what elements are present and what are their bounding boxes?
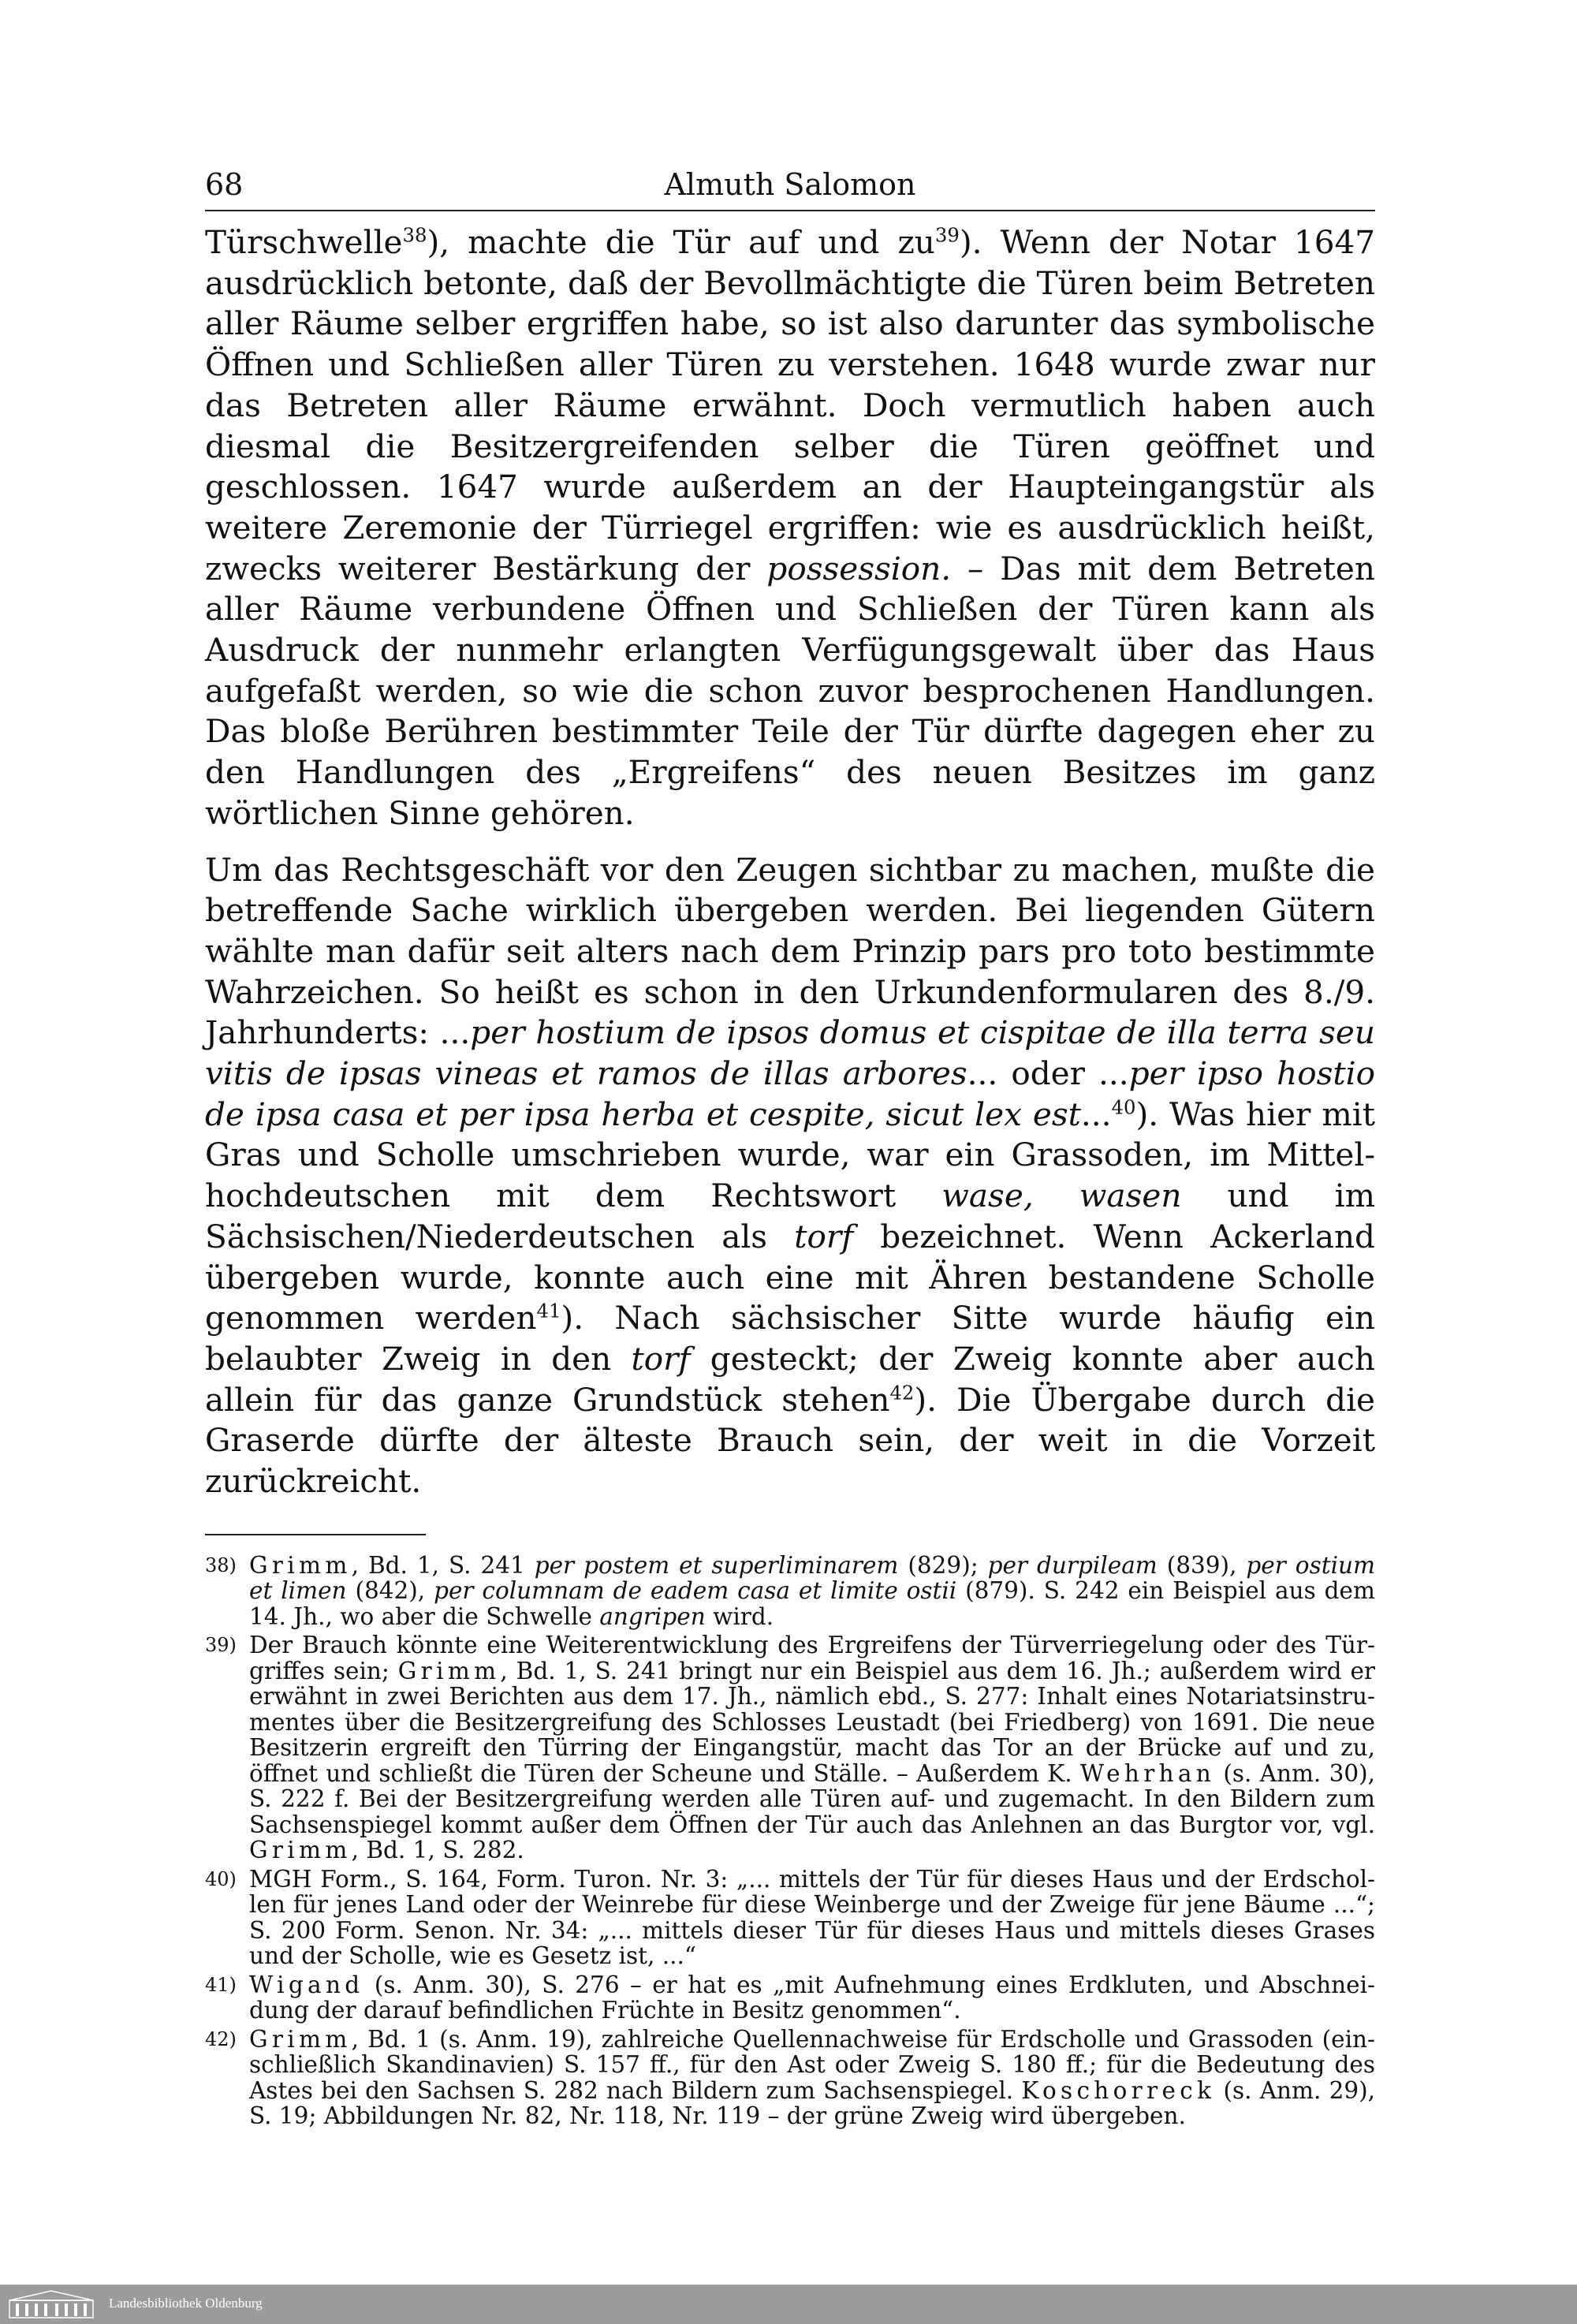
text-run: und im Sächsischen/Niederdeutschen als (205, 1177, 1375, 1255)
library-building-icon (8, 2289, 95, 2319)
running-head (205, 158, 1375, 211)
text-run: gesteckt; der Zweig konnte aber auch allein für das ganze Grundstück stehen (205, 1339, 1375, 1419)
author-name: Grimm (397, 1657, 501, 1684)
footnote (205, 1972, 1375, 2024)
text-run: (s. Anm. 30), S. 276 – er hat es „mit Aufnehmung eines Erdkluten, und Abschneidung der darauf befindlichen Früchte in Besitz genommen“. (249, 1971, 1375, 2024)
text-run: ). Nach sächsischer Sitte wurde häufig ein belaubter Zweig in den (205, 1299, 1375, 1378)
italic-run: wase, wasen (941, 1177, 1182, 1215)
italic-run: per postem et superliminarem (534, 1551, 899, 1579)
text-run: ). Wenn der Notar 1647 ausdrücklich betonte, daß der Bevollmächtigte die Türen beim Betreten aller Räume selber ergriffen habe, so ist also darunter das symbolische Öffnen und Schließen aller Türen zu verstehen. 1648 wurde zwar nur das Betreten aller Räume erwähnt. Doch vermutlich haben auch diesmal die Besitzergreifenden selber die Türen geöffnet und geschlossen. 1647 wurde außerdem an der Haupteingangstür als weitere Zeremonie der Türriegel ergriffen: wie es ausdrücklich heißt, zwecks weiterer Bestärkung der (205, 223, 1375, 588)
text-run: (842), (346, 1577, 434, 1605)
text-run: Um das Rechtsgeschäft vor den Zeugen sichtbar zu machen, mußte die betreffende Sache wirklich übergeben werden. Bei liegenden Gütern wählte man dafür seit alters nach dem Prinzip pars pro toto bestimmte Wahrzeichen. So heißt es schon in den Urkundenformularen des 8./9. Jahrhunderts: ... (205, 850, 1375, 1052)
footnotes (205, 1553, 1375, 2129)
text-run: , Bd. 1, S. 282. (351, 1837, 524, 1864)
footnote-ref: 41 (536, 1299, 561, 1322)
text-run: , Bd. 1 (s. Anm. 19), zahlreiche Quellennachweise für Erdscholle und Grassoden (einschließlich Skandinavien) S. 157 ff., für den Ast oder Zweig S. 180 ff.; für die Bedeutung des Astes bei den Sachsen S. 282 nach Bildern zum Sachsenspiegel. (249, 2025, 1375, 2104)
footnote-ref: 38 (402, 223, 427, 247)
text-run: ), machte die Tür auf und zu (427, 223, 935, 261)
footnote-ref: 39 (934, 223, 960, 247)
author-name: Koschorreck (1021, 2076, 1216, 2104)
paragraph (205, 222, 1375, 834)
italic-run: per ostium et limen (249, 1551, 1375, 1605)
italic-run: torf (631, 1339, 691, 1378)
footnote-number: 38) (205, 1554, 237, 1576)
footnote (205, 2027, 1375, 2129)
text-run: Türschwelle (205, 223, 403, 261)
author-name: Wigand (249, 1971, 364, 1998)
text-run: ). Die Übergabe durch die Graserde dürfte der älteste Brauch sein, der weit in die Vorzeit zurückreicht. (205, 1380, 1375, 1501)
library-footer-bar (0, 2285, 1577, 2324)
text-run: , Bd. 1, S. 241 bringt nur ein Beispiel aus dem 16. Jh.; außerdem wird er erwähnt in zwei Berichten aus dem 17. Jh., nämlich ebd., S. 277: Inhalt eines Notariatsinstrumentes über die Besitzergreifung des Schlosses Leustadt (bei Friedberg) von 1691. Die neue Besitzerin ergreift den Türring der Eingangstür, macht das Tor an der Brücke auf und zu, öffnet und schließt die Türen der Scheune und Ställe. – Außerdem K. (249, 1657, 1376, 1787)
text-run: ... (1080, 1095, 1112, 1133)
running-title: Almuth Salomon (664, 167, 916, 202)
footnote-number: 39) (205, 1634, 237, 1657)
text-run: (s. Anm. 30), S. 222 f. Bei der Besitzergreifung werden alle Türen auf- und zugemacht. In den Bildern zum Sachsenspiegel kommt außer dem Öffnen der Tür auch das Anlehnen an das Burgtor vor, vgl. (249, 1759, 1375, 1838)
text-run: (829); (898, 1551, 988, 1579)
text-run: wird. (705, 1602, 774, 1630)
footnote-ref: 42 (889, 1381, 915, 1404)
footnote-number: 40) (205, 1867, 237, 1890)
text-run: bezeichnet. Wenn Ackerland übergeben wurde, konnte auch eine mit Ähren bestandene Scholle genommen werden (205, 1217, 1375, 1337)
footnote-number: 41) (205, 1973, 237, 1996)
text-run: ... oder ... (967, 1054, 1129, 1093)
footnote (205, 1632, 1375, 1863)
paragraph (205, 850, 1375, 1502)
italic-run: possession. (766, 549, 952, 588)
text-run: Der Brauch könnte eine Weiterentwicklung des Ergreifens der Türverriegelung oder des Türgriffes sein; (249, 1632, 1375, 1684)
text-run: MGH Form., S. 164, Form. Turon. Nr. 3: „... mittels der Tür für dieses Haus und der Erdschollen für jenes Land oder der Weinrebe für diese Weinberge und der Zweige für jene Bäume ...“; S. 200 Form. Senon. Nr. 34: „... mittels dieser Tür für dieses Haus und mittels dieses Grases und der Scholle, wie es Gesetz ist, ...“ (249, 1865, 1375, 1970)
text-run: – Das mit dem Betreten aller Räume verbundene Öffnen und Schließen der Türen kann als Ausdruck der nunmehr erlangten Verfügungsgewalt über das Haus aufgefaßt werden, so wie die schon zuvor besprochenen Handlungen. Das bloße Berühren bestimmter Teile der Tür dürfte dagegen eher zu den Handlungen des „Ergreifens“ des neuen Besitzes im ganz wörtlichen Sinne gehören. (205, 549, 1375, 832)
author-name: Grimm (249, 1837, 352, 1864)
page-number: 68 (205, 167, 244, 202)
body-text (205, 222, 1375, 1502)
text-run: , Bd. 1, S. 241 (351, 1551, 535, 1579)
page (205, 158, 1375, 2132)
italic-run: per hostium de ipsos domus et cispitae de illa terra seu vitis de ipsas vineas et ramos de illas arbores (205, 1013, 1375, 1093)
footnote (205, 1867, 1375, 1969)
italic-run: per ipso hostio de ipsa casa et per ipsa herba et cespite, sicut lex est (205, 1054, 1375, 1133)
footnote-separator (205, 1534, 426, 1535)
library-name: Landesbibliothek Oldenburg (109, 2296, 263, 2311)
italic-run: angripen (599, 1602, 706, 1630)
text-run: (839), (1157, 1551, 1247, 1579)
author-name: Grimm (249, 2025, 352, 2053)
footnote (205, 1553, 1375, 1630)
italic-run: per columnam de eadem casa et limite ostii (434, 1577, 957, 1605)
author-name: Grimm (249, 1551, 352, 1579)
footnote-ref: 40 (1111, 1095, 1136, 1119)
text-run: ). Was hier mit Gras und Scholle umschrieben wurde, war ein Grassoden, im Mittelhochdeutschen mit dem Rechtswort (205, 1095, 1375, 1215)
text-run: (s. Anm. 29), S. 19; Abbildungen Nr. 82, Nr. 118, Nr. 119 – der grüne Zweig wird übergeben. (249, 2076, 1376, 2130)
text-run: (879). S. 242 ein Beispiel aus dem 14. Jh., wo aber die Schwelle (249, 1577, 1375, 1630)
italic-run: per durpileam (987, 1551, 1158, 1579)
footnote-number: 42) (205, 2027, 237, 2050)
italic-run: torf (794, 1217, 854, 1255)
author-name: Wehrhan (1079, 1759, 1216, 1787)
